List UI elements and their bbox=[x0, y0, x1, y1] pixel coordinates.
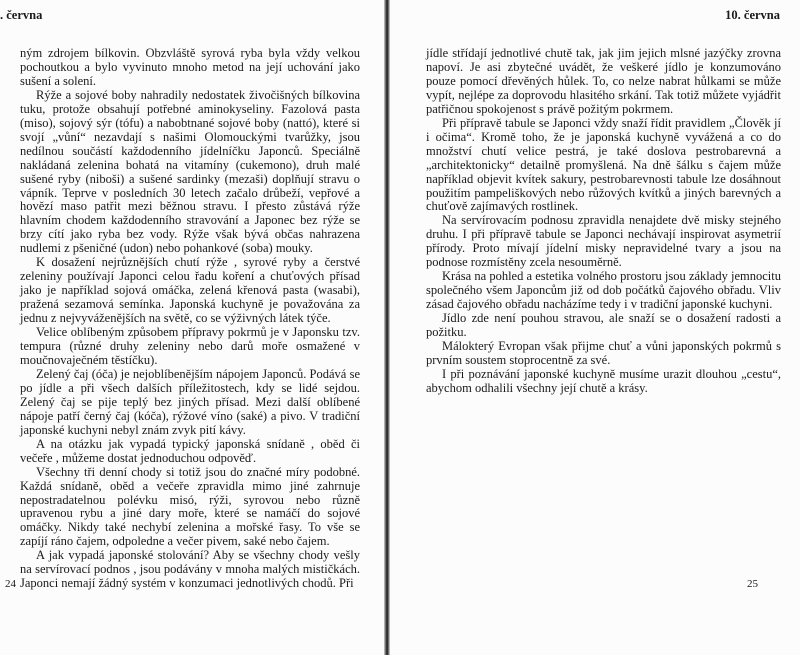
paragraph: Rýže a sojové boby nahradily nedostatek živočišných bílkovina tuku, protože obsahují potřebné aminokyseliny. Fazolová pasta (miso), sojový sýr (tófu) a nabobtnané sojové boby (nattó), které si svojí „vůní“ nezavdají s našimi Olomouckými tvarůžky, jsou nedílnou součástí každodenního jídelníčku Japonců. Speciálně nakládaná zelenina bohatá na vitamíny (cukemono), druh malé sušené ryby (niboši) a sušené sardinky (mezaši) doplňují stravu o vápník. Teprve v posledních 30 letech začalo drůbeží, vepřové a hovězí maso patřit mezi běžnou stravu. I přesto zůstává rýže hlavním chodem každodenního stravování a Japonec bez rýže se brzy cítí jako ryba bez vody. Rýže však bývá občas nahrazena nudlemi z pšeničné (udon) nebo pohankové (soba) mouky. bbox=[20, 87, 360, 256]
paragraph: Zelený čaj (óča) je nejoblíbenějším nápojem Japonců. Podává se po jídle a při všech dalších příležitostech, kdy se lidé sejdou. Zelený čaj se pije teplý bez jiných přísad. Mezi další oblíbené nápoje patří černý čaj (kóča), rýžové víno (saké) a pivo. V tradiční japonské kuchyni nebyl znám zvyk pití kávy. bbox=[20, 366, 360, 437]
paragraph: Málokterý Evropan však přijme chuť a vůni japonských pokrmů s prvním soustem stoprocentně za své. bbox=[426, 339, 781, 367]
paragraph: jídle střídají jednotlivé chutě tak, jak jim jejich mlsné jazýčky zrovna napoví. Je asi zbytečné uvádět, že veškeré jídlo je konzumováno pouze pomocí dřevěných hůlek. To, co nelze nabrat hůlkami se může vypít, nejlépe za doprovodu hlasitého srkání. Tak totiž můžete vyjádřit patřičnou spokojenost s právě požitým pokrmem. bbox=[426, 46, 781, 116]
paragraph: A jak vypadá japonské stolování? Aby se všechny chody vešly na servírovací podnos , jsou podávány v mnoha malých mističkách. Japonci nemají žádný systém v konzumaci jednotlivých chodů. Při bbox=[20, 548, 360, 591]
right-page bbox=[390, 0, 800, 655]
paragraph: Krása na pohled a estetika volného prostoru jsou základy jemnocitu společného všem Japoncům již od dob počátků čajového obřadu. Vliv zásad čajového obřadu nacházíme tedy i v tradiční japonské kuchyni. bbox=[426, 269, 781, 312]
paragraph: I při poznávání japonské kuchyně musíme urazit dlouhou „cestu“, abychom odhalili všechny její chutě a krásy. bbox=[426, 366, 781, 395]
paragraph: A na otázku jak vypadá typický japonská snídaně , oběd či večeře , můžeme dostat jednoduchou odpověď. bbox=[20, 436, 360, 465]
paragraph: K dosažení nejrůznějších chutí rýže , syrové ryby a čerstvé zeleniny používají Japonci celou řadu koření a chuťových přísad jako je například sojová omáčka, zelená křenová pasta (wasabi), pražená sezamová semínka. Japonská kuchyně je považována za jednu z nejvyváženějších na světě, co se výživných látek týče. bbox=[20, 255, 360, 326]
page-text bbox=[20, 47, 360, 591]
page-number: 24 bbox=[5, 578, 16, 590]
paragraph: Při přípravě tabule se Japonci vždy snaží řídit pravidlem „Člověk jí i očima“. Kromě toho, že je japonská kuchyně vyvážená a co do množství chutí velice pestrá, je také doslova pestrobarevná a „architektonicky“ detailně promyšlená. Na dně šálku s čajem může například objevit kvítek sakury, pestrobarevnosti tabule lze dosáhnout použitím pampeliškových nebo růžových kvítků a jiných barevných a chuťově zajímavých rostlinek. bbox=[426, 115, 781, 214]
page-text bbox=[426, 47, 781, 396]
paragraph: Na servírovacím podnosu zpravidla nenajdete dvě misky stejného druhu. I při přípravě tabule se Japonci nechávají inspirovat asymetrií přírody. Proto mívají jídelní misky nepravidelné tvary a jsou na podnose rozmístěny zcela nesouměrně. bbox=[426, 213, 781, 270]
paragraph: Všechny tři denní chody si totiž jsou do značné míry podobné. Každá snídaně, oběd a večeře zpravidla mimo jiné zahrnuje nepostradatelnou polévku misó, rýži, syrovou nebo různě upravenou rybu a jiné dary moře, které se namáčí do sojové omáčky. Nikdy také nechybí zelenina a mořské řasy. To vše se zapíjí ráno čajem, odpoledne a večer pivem, saké nebo čajem. bbox=[20, 464, 360, 549]
paragraph: ným zdrojem bílkovin. Obzvláště syrová ryba byla vždy velkou pochoutkou a bylo vyvinuto mnoho metod na její uchování jako sušení a solení. bbox=[20, 46, 360, 88]
left-page bbox=[0, 0, 384, 655]
paragraph: Jídlo zde není pouhou stravou, ale snaží se o dosažení radosti a požitku. bbox=[426, 311, 781, 340]
running-head: . června bbox=[0, 8, 43, 22]
running-head: 10. června bbox=[725, 8, 780, 22]
paragraph: Velice oblíbeným způsobem přípravy pokrmů je v Japonsku tzv. tempura (různé druhy zeleniny nebo darů moře osmažené v moučnovaječném těstíčku). bbox=[20, 325, 360, 367]
page-number: 25 bbox=[747, 578, 758, 590]
